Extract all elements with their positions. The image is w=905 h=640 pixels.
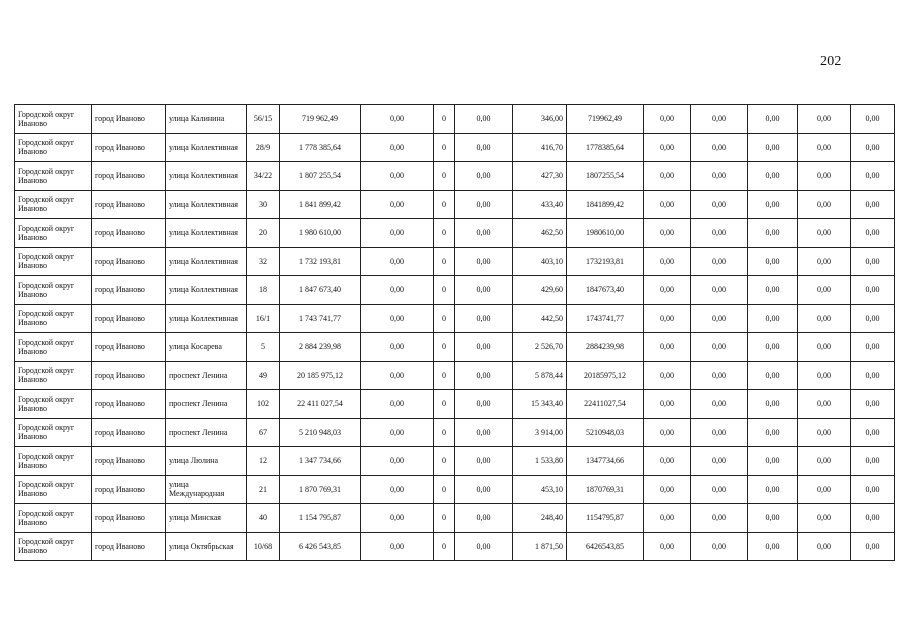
cell-col3: 0,00 (455, 532, 513, 561)
cell-col1: 0,00 (361, 219, 434, 248)
cell-total: 1 778 385,64 (280, 133, 361, 162)
cell-col6: 0,00 (748, 532, 798, 561)
cell-col3: 0,00 (455, 133, 513, 162)
cell-district: Городской округ Иваново (15, 504, 92, 533)
cell-amount: 719962,49 (567, 105, 644, 134)
cell-col5: 0,00 (691, 447, 748, 476)
cell-col7: 0,00 (798, 447, 851, 476)
cell-house: 67 (247, 418, 280, 447)
cell-col1: 0,00 (361, 475, 434, 504)
table-row (15, 333, 895, 362)
cell-district: Городской округ Иваново (15, 304, 92, 333)
cell-col2: 0 (434, 333, 455, 362)
cell-total: 1 743 741,77 (280, 304, 361, 333)
cell-col5: 0,00 (691, 304, 748, 333)
cell-col8: 0,00 (851, 190, 895, 219)
cell-col1: 0,00 (361, 361, 434, 390)
table-row (15, 247, 895, 276)
cell-area: 429,60 (513, 276, 567, 305)
cell-col1: 0,00 (361, 447, 434, 476)
cell-amount: 2884239,98 (567, 333, 644, 362)
cell-col7: 0,00 (798, 532, 851, 561)
cell-city: город Иваново (92, 504, 166, 533)
cell-col1: 0,00 (361, 247, 434, 276)
cell-col7: 0,00 (798, 333, 851, 362)
cell-amount: 6426543,85 (567, 532, 644, 561)
table-row (15, 304, 895, 333)
cell-col8: 0,00 (851, 532, 895, 561)
table-row (15, 133, 895, 162)
cell-amount: 5210948,03 (567, 418, 644, 447)
cell-amount: 1743741,77 (567, 304, 644, 333)
cell-col7: 0,00 (798, 247, 851, 276)
cell-area: 462,50 (513, 219, 567, 248)
cell-col4: 0,00 (644, 219, 691, 248)
cell-street: улица Коллективная (166, 190, 247, 219)
cell-col3: 0,00 (455, 276, 513, 305)
cell-house: 102 (247, 390, 280, 419)
table-row (15, 276, 895, 305)
cell-col8: 0,00 (851, 447, 895, 476)
cell-area: 416,70 (513, 133, 567, 162)
cell-col2: 0 (434, 475, 455, 504)
cell-col5: 0,00 (691, 504, 748, 533)
cell-city: город Иваново (92, 418, 166, 447)
cell-house: 20 (247, 219, 280, 248)
cell-district: Городской округ Иваново (15, 105, 92, 134)
cell-col7: 0,00 (798, 133, 851, 162)
cell-amount: 1732193,81 (567, 247, 644, 276)
cell-total: 719 962,49 (280, 105, 361, 134)
cell-col2: 0 (434, 247, 455, 276)
cell-col6: 0,00 (748, 475, 798, 504)
cell-col8: 0,00 (851, 475, 895, 504)
cell-col2: 0 (434, 276, 455, 305)
cell-col6: 0,00 (748, 304, 798, 333)
cell-street: улица Коллективная (166, 247, 247, 276)
cell-col6: 0,00 (748, 361, 798, 390)
cell-col6: 0,00 (748, 447, 798, 476)
cell-col2: 0 (434, 105, 455, 134)
cell-col5: 0,00 (691, 190, 748, 219)
cell-district: Городской округ Иваново (15, 475, 92, 504)
cell-area: 5 878,44 (513, 361, 567, 390)
cell-col2: 0 (434, 447, 455, 476)
cell-col3: 0,00 (455, 475, 513, 504)
cell-area: 427,30 (513, 162, 567, 191)
cell-area: 453,10 (513, 475, 567, 504)
cell-col8: 0,00 (851, 247, 895, 276)
cell-city: город Иваново (92, 247, 166, 276)
cell-street: улица Коллективная (166, 133, 247, 162)
cell-col3: 0,00 (455, 361, 513, 390)
cell-street: улица Коллективная (166, 276, 247, 305)
cell-col4: 0,00 (644, 504, 691, 533)
cell-total: 20 185 975,12 (280, 361, 361, 390)
cell-col2: 0 (434, 361, 455, 390)
cell-col3: 0,00 (455, 190, 513, 219)
cell-col4: 0,00 (644, 447, 691, 476)
cell-total: 1 847 673,40 (280, 276, 361, 305)
cell-col3: 0,00 (455, 418, 513, 447)
cell-col2: 0 (434, 162, 455, 191)
cell-col1: 0,00 (361, 133, 434, 162)
table-row (15, 475, 895, 504)
cell-col3: 0,00 (455, 447, 513, 476)
table-row (15, 532, 895, 561)
cell-house: 30 (247, 190, 280, 219)
cell-col6: 0,00 (748, 219, 798, 248)
cell-total: 1 980 610,00 (280, 219, 361, 248)
cell-area: 1 533,80 (513, 447, 567, 476)
cell-house: 5 (247, 333, 280, 362)
cell-col5: 0,00 (691, 475, 748, 504)
cell-total: 1 870 769,31 (280, 475, 361, 504)
cell-col1: 0,00 (361, 304, 434, 333)
cell-col2: 0 (434, 304, 455, 333)
cell-col6: 0,00 (748, 333, 798, 362)
cell-col7: 0,00 (798, 390, 851, 419)
cell-total: 1 841 899,42 (280, 190, 361, 219)
cell-amount: 22411027,54 (567, 390, 644, 419)
cell-district: Городской округ Иваново (15, 418, 92, 447)
cell-col8: 0,00 (851, 361, 895, 390)
cell-col4: 0,00 (644, 276, 691, 305)
housing-register-table (14, 104, 895, 561)
cell-area: 248,40 (513, 504, 567, 533)
cell-amount: 1154795,87 (567, 504, 644, 533)
cell-house: 10/68 (247, 532, 280, 561)
cell-street: улица Люлина (166, 447, 247, 476)
cell-col7: 0,00 (798, 304, 851, 333)
cell-col7: 0,00 (798, 361, 851, 390)
cell-city: город Иваново (92, 304, 166, 333)
cell-col8: 0,00 (851, 390, 895, 419)
cell-total: 22 411 027,54 (280, 390, 361, 419)
cell-total: 6 426 543,85 (280, 532, 361, 561)
cell-col8: 0,00 (851, 105, 895, 134)
cell-col5: 0,00 (691, 105, 748, 134)
cell-col6: 0,00 (748, 276, 798, 305)
cell-col8: 0,00 (851, 418, 895, 447)
cell-col1: 0,00 (361, 418, 434, 447)
cell-city: город Иваново (92, 219, 166, 248)
cell-col1: 0,00 (361, 276, 434, 305)
cell-col6: 0,00 (748, 162, 798, 191)
cell-col8: 0,00 (851, 162, 895, 191)
cell-district: Городской округ Иваново (15, 162, 92, 191)
cell-district: Городской округ Иваново (15, 190, 92, 219)
cell-col4: 0,00 (644, 133, 691, 162)
cell-area: 403,10 (513, 247, 567, 276)
cell-col2: 0 (434, 418, 455, 447)
cell-area: 442,50 (513, 304, 567, 333)
cell-col5: 0,00 (691, 390, 748, 419)
cell-house: 21 (247, 475, 280, 504)
cell-house: 16/1 (247, 304, 280, 333)
cell-col4: 0,00 (644, 162, 691, 191)
cell-col8: 0,00 (851, 133, 895, 162)
cell-city: город Иваново (92, 333, 166, 362)
cell-col5: 0,00 (691, 361, 748, 390)
cell-area: 433,40 (513, 190, 567, 219)
cell-total: 5 210 948,03 (280, 418, 361, 447)
table-body (15, 105, 895, 561)
cell-col3: 0,00 (455, 333, 513, 362)
cell-street: проспект Ленина (166, 361, 247, 390)
cell-col4: 0,00 (644, 390, 691, 419)
cell-district: Городской округ Иваново (15, 390, 92, 419)
cell-col2: 0 (434, 219, 455, 248)
cell-area: 3 914,00 (513, 418, 567, 447)
cell-street: улица Коллективная (166, 304, 247, 333)
cell-amount: 1980610,00 (567, 219, 644, 248)
cell-col7: 0,00 (798, 418, 851, 447)
cell-street: проспект Ленина (166, 390, 247, 419)
cell-col7: 0,00 (798, 162, 851, 191)
cell-col6: 0,00 (748, 504, 798, 533)
table-row (15, 418, 895, 447)
cell-col3: 0,00 (455, 390, 513, 419)
cell-district: Городской округ Иваново (15, 361, 92, 390)
cell-area: 2 526,70 (513, 333, 567, 362)
table-row (15, 361, 895, 390)
cell-city: город Иваново (92, 447, 166, 476)
cell-col6: 0,00 (748, 247, 798, 276)
table-row (15, 390, 895, 419)
cell-area: 1 871,50 (513, 532, 567, 561)
cell-col3: 0,00 (455, 504, 513, 533)
cell-col3: 0,00 (455, 105, 513, 134)
cell-col4: 0,00 (644, 190, 691, 219)
cell-district: Городской округ Иваново (15, 447, 92, 476)
cell-house: 40 (247, 504, 280, 533)
cell-area: 15 343,40 (513, 390, 567, 419)
cell-district: Городской округ Иваново (15, 532, 92, 561)
cell-district: Городской округ Иваново (15, 247, 92, 276)
cell-col6: 0,00 (748, 133, 798, 162)
cell-total: 1 347 734,66 (280, 447, 361, 476)
cell-col7: 0,00 (798, 190, 851, 219)
cell-col1: 0,00 (361, 504, 434, 533)
table-row (15, 219, 895, 248)
cell-col7: 0,00 (798, 219, 851, 248)
cell-col2: 0 (434, 532, 455, 561)
cell-street: улица Октябрьская (166, 532, 247, 561)
cell-col2: 0 (434, 190, 455, 219)
cell-amount: 1347734,66 (567, 447, 644, 476)
cell-house: 34/22 (247, 162, 280, 191)
cell-house: 28/9 (247, 133, 280, 162)
cell-col3: 0,00 (455, 247, 513, 276)
cell-col4: 0,00 (644, 361, 691, 390)
cell-col6: 0,00 (748, 390, 798, 419)
cell-total: 1 154 795,87 (280, 504, 361, 533)
cell-col8: 0,00 (851, 504, 895, 533)
cell-house: 56/15 (247, 105, 280, 134)
cell-house: 12 (247, 447, 280, 476)
cell-col4: 0,00 (644, 532, 691, 561)
cell-street: улица Коллективная (166, 162, 247, 191)
cell-col4: 0,00 (644, 418, 691, 447)
table-row (15, 504, 895, 533)
cell-col5: 0,00 (691, 133, 748, 162)
cell-col8: 0,00 (851, 304, 895, 333)
cell-col7: 0,00 (798, 276, 851, 305)
cell-street: улица Косарева (166, 333, 247, 362)
cell-col7: 0,00 (798, 475, 851, 504)
cell-amount: 20185975,12 (567, 361, 644, 390)
cell-district: Городской округ Иваново (15, 219, 92, 248)
table-row (15, 105, 895, 134)
cell-col4: 0,00 (644, 333, 691, 362)
cell-col4: 0,00 (644, 475, 691, 504)
cell-city: город Иваново (92, 105, 166, 134)
cell-col5: 0,00 (691, 162, 748, 191)
cell-col2: 0 (434, 504, 455, 533)
cell-col1: 0,00 (361, 532, 434, 561)
cell-col3: 0,00 (455, 304, 513, 333)
cell-amount: 1778385,64 (567, 133, 644, 162)
cell-col5: 0,00 (691, 247, 748, 276)
cell-city: город Иваново (92, 276, 166, 305)
cell-street: проспект Ленина (166, 418, 247, 447)
cell-amount: 1807255,54 (567, 162, 644, 191)
cell-col5: 0,00 (691, 532, 748, 561)
cell-col1: 0,00 (361, 105, 434, 134)
cell-col1: 0,00 (361, 190, 434, 219)
cell-amount: 1847673,40 (567, 276, 644, 305)
cell-total: 1 807 255,54 (280, 162, 361, 191)
cell-district: Городской округ Иваново (15, 276, 92, 305)
cell-city: город Иваново (92, 133, 166, 162)
cell-district: Городской округ Иваново (15, 333, 92, 362)
table-row (15, 162, 895, 191)
cell-amount: 1870769,31 (567, 475, 644, 504)
cell-city: город Иваново (92, 190, 166, 219)
cell-col3: 0,00 (455, 162, 513, 191)
cell-city: город Иваново (92, 361, 166, 390)
cell-col5: 0,00 (691, 219, 748, 248)
table-row (15, 447, 895, 476)
cell-col8: 0,00 (851, 276, 895, 305)
cell-col1: 0,00 (361, 390, 434, 419)
cell-col5: 0,00 (691, 333, 748, 362)
cell-city: город Иваново (92, 390, 166, 419)
cell-city: город Иваново (92, 162, 166, 191)
table-row (15, 190, 895, 219)
cell-district: Городской округ Иваново (15, 133, 92, 162)
cell-total: 2 884 239,98 (280, 333, 361, 362)
cell-total: 1 732 193,81 (280, 247, 361, 276)
cell-house: 49 (247, 361, 280, 390)
cell-house: 32 (247, 247, 280, 276)
cell-col4: 0,00 (644, 247, 691, 276)
cell-col2: 0 (434, 133, 455, 162)
cell-col6: 0,00 (748, 418, 798, 447)
cell-area: 346,00 (513, 105, 567, 134)
cell-col2: 0 (434, 390, 455, 419)
cell-amount: 1841899,42 (567, 190, 644, 219)
cell-col4: 0,00 (644, 105, 691, 134)
cell-col5: 0,00 (691, 276, 748, 305)
cell-col8: 0,00 (851, 333, 895, 362)
cell-city: город Иваново (92, 475, 166, 504)
cell-col4: 0,00 (644, 304, 691, 333)
cell-col6: 0,00 (748, 105, 798, 134)
cell-street: улица Калинина (166, 105, 247, 134)
cell-col1: 0,00 (361, 162, 434, 191)
cell-col1: 0,00 (361, 333, 434, 362)
page-number: 202 (820, 54, 842, 69)
cell-street: улица Минская (166, 504, 247, 533)
cell-col8: 0,00 (851, 219, 895, 248)
cell-col5: 0,00 (691, 418, 748, 447)
cell-col3: 0,00 (455, 219, 513, 248)
cell-street: улица Коллективная (166, 219, 247, 248)
cell-col7: 0,00 (798, 504, 851, 533)
cell-city: город Иваново (92, 532, 166, 561)
cell-col7: 0,00 (798, 105, 851, 134)
cell-house: 18 (247, 276, 280, 305)
cell-col6: 0,00 (748, 190, 798, 219)
cell-street: улица Международная (166, 475, 247, 504)
